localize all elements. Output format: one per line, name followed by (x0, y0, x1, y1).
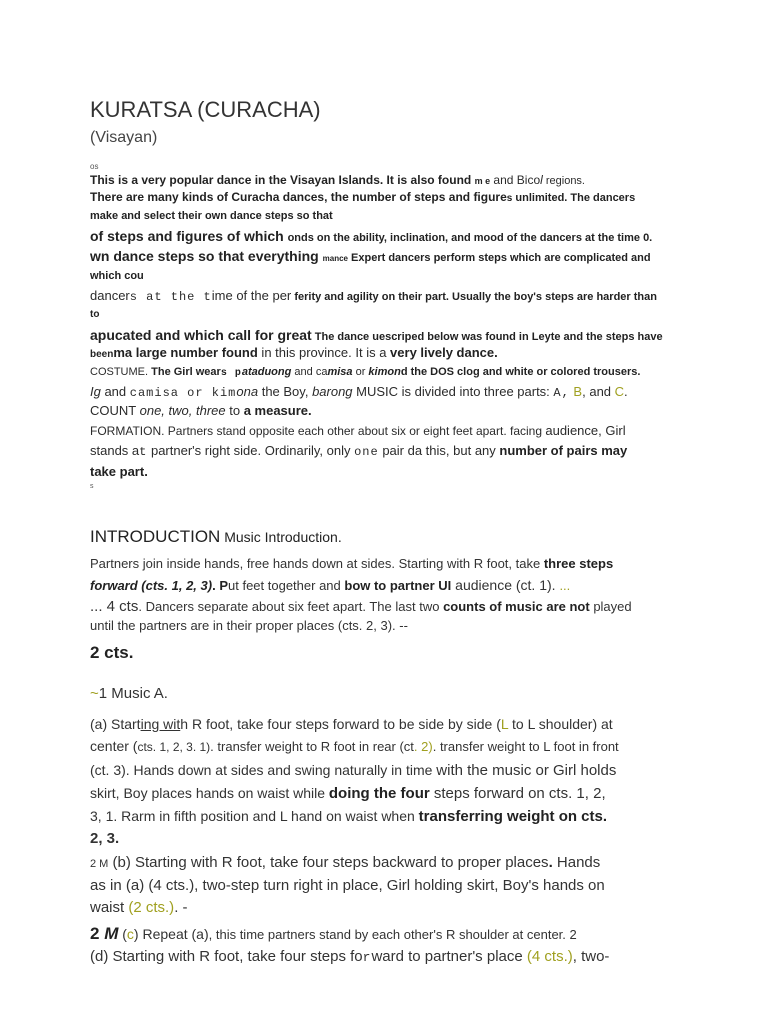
line-15: stands at partner's right side. Ordinarily, only one pair da this, but any number of pairs may (90, 443, 628, 459)
a-line-5: 3, 1. Rarm in fifth position and L hand on waist when transferring weight on cts. (90, 808, 608, 825)
line-12-music: Ig and camisa or kimona the Boy, barong MUSIC is divided into three parts: A, B, and C. (90, 384, 628, 400)
line-9: apucated and which call for great The dance uescriped below was found in Leyte and the steps have (90, 327, 663, 343)
intro-line-2: forward (cts. 1, 2, 3). Put feet together and bow to partner UI audience (ct. 1). ... (90, 577, 571, 593)
two-counts: 2 cts. (90, 643, 134, 662)
stray-s: s (90, 483, 94, 490)
b-line-1: 2 M (b) Starting with R foot, take four steps backward to proper places. Hands (90, 854, 601, 871)
line-5: wn dance steps so that everything mance Expert dancers perform steps which are complicated and (90, 248, 651, 264)
music-a-heading: ~1 Music A. (90, 685, 168, 702)
intro-line-1: Partners join inside hands, free hands down at sides. Starting with R foot, take three steps (90, 556, 614, 571)
line-4: of steps and figures of which onds on the ability, inclination, and mood of the dancers at the time 0. (90, 228, 653, 244)
a-line-3: (ct. 3). Hands down at sides and swing naturally in time with the music or Girl holds (90, 762, 617, 779)
line-8: to (90, 309, 100, 320)
a-line-2: center (cts. 1, 2, 3. 1). transfer weight to R foot in rear (ct. 2). transfer weight to L foot in front (90, 738, 619, 754)
b-line-2: as in (a) (4 cts.), two-step turn right in place, Girl holding skirt, Boy's hands on (90, 877, 605, 894)
stray-os: os (90, 162, 99, 171)
line-16: take part. (90, 464, 148, 479)
page-title: KURATSA (CURACHA) (90, 97, 321, 122)
b-line-3: waist (2 cts.). - (90, 899, 188, 916)
a-line-1: (a) Starting with R foot, take four steps forward to be side by side (L to L shoulder) at (90, 716, 613, 732)
line-6: which cou (90, 270, 144, 282)
line-3: make and select their own dance steps so that (90, 210, 333, 222)
page-subtitle: (Visayan) (90, 129, 158, 146)
intro-line-4: until the partners are in their proper places (cts. 2, 3). -- (90, 618, 408, 633)
line-14-formation: FORMATION. Partners stand opposite each other about six or eight feet apart. facing audience, Girl (90, 423, 626, 438)
a-line-4: skirt, Boy places hands on waist while doing the four steps forward on cts. 1, 2, (90, 785, 606, 802)
document-page (90, 96, 680, 969)
introduction-heading: INTRODUCTION Music Introduction. (90, 527, 342, 546)
c-line-1: 2 M (c) Repeat (a), this time partners stand by each other's R shoulder at center. 2 (90, 924, 577, 943)
line-7: dancers at the time of the per ferity and agility on their part. Usually the boy's steps are harder than (90, 288, 657, 304)
line-2: There are many kinds of Curacha dances, the number of steps and figures unlimited. The dancers (90, 190, 636, 204)
intro-line-3: ... 4 cts. Dancers separate about six feet apart. The last two counts of music are not played (90, 598, 632, 615)
line-13-count: COUNT one, two, three to a measure. (90, 403, 312, 418)
line-10: beenma large number found in this province. It is a very lively dance. (90, 345, 498, 360)
d-line-1: (d) Starting with R foot, take four steps forward to partner's place (4 cts.), two- (90, 948, 610, 965)
line-1: This is a very popular dance in the Visayan Islands. It is also found m e and Bicol regions. (90, 173, 585, 187)
line-11-costume: COSTUME. The Girl wears pataduong and camisa or kimond the DOS clog and white or colored trousers. (90, 366, 641, 379)
a-line-6: 2, 3. (90, 830, 120, 847)
